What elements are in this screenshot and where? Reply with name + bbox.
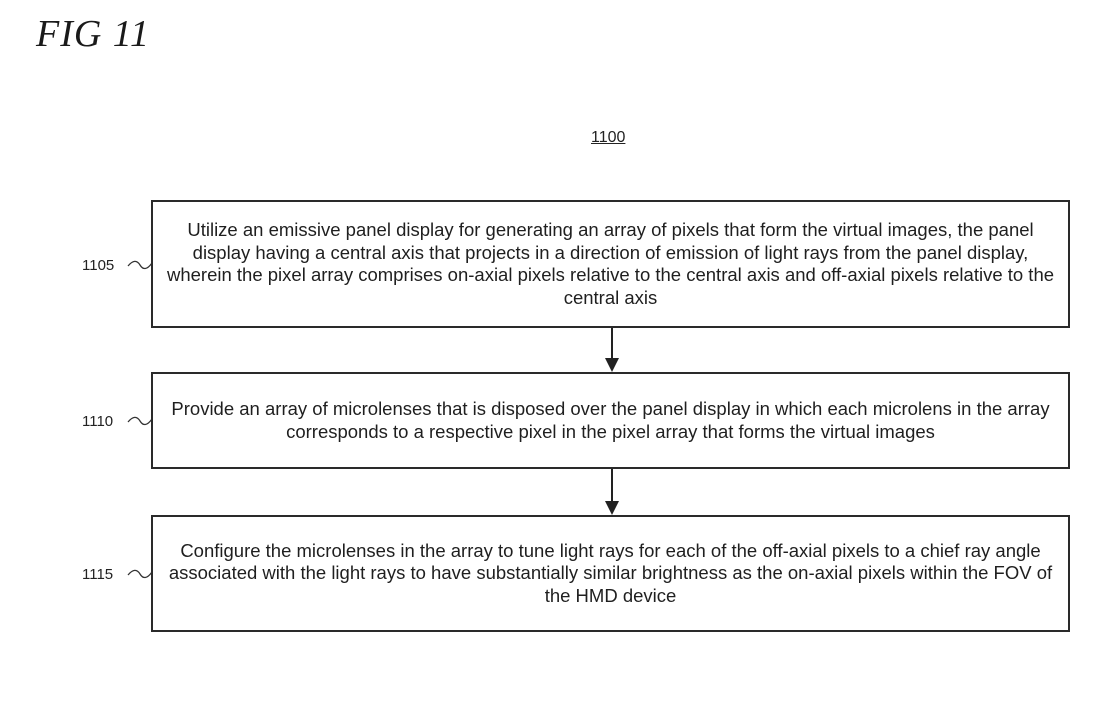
leader-line-1115: [127, 566, 153, 582]
step-ref-1115: 1115: [82, 566, 114, 583]
step-box-1115: [151, 515, 1070, 632]
leader-line-1110: [127, 413, 153, 429]
figure-title: FIG 11: [36, 13, 150, 55]
step-box-1105: [151, 200, 1070, 328]
step-text-1115: Configure the microlenses in the array to tune light rays for each of the off-axial pixels to a chief ray angle associated with the light rays to have substantially similar brightness as the on-axial pixels within the FOV of the HMD device: [168, 539, 1053, 606]
flow-arrow-1105-to-1110: [601, 328, 623, 372]
step-text-1110: Provide an array of microlenses that is disposed over the panel display in which each microlens in the array corresponds to a respective pixel in the pixel array that forms the virtual images: [171, 398, 1050, 442]
step-ref-1105: 1105: [82, 257, 115, 274]
flow-arrow-1110-to-1115: [601, 469, 623, 515]
step-box-1110: [151, 372, 1070, 469]
step-ref-1110: 1110: [82, 413, 114, 430]
diagram-reference-number: 1100: [591, 129, 626, 146]
step-text-1105: Utilize an emissive panel display for generating an array of pixels that form the virtual images, the panel display having a central axis that projects in a direction of emission of light rays from the panel display, wherein the pixel array comprises on-axial pixels relative to the central axis and off-axial pixels relative to the central axis: [166, 219, 1055, 308]
leader-line-1105: [127, 257, 153, 273]
